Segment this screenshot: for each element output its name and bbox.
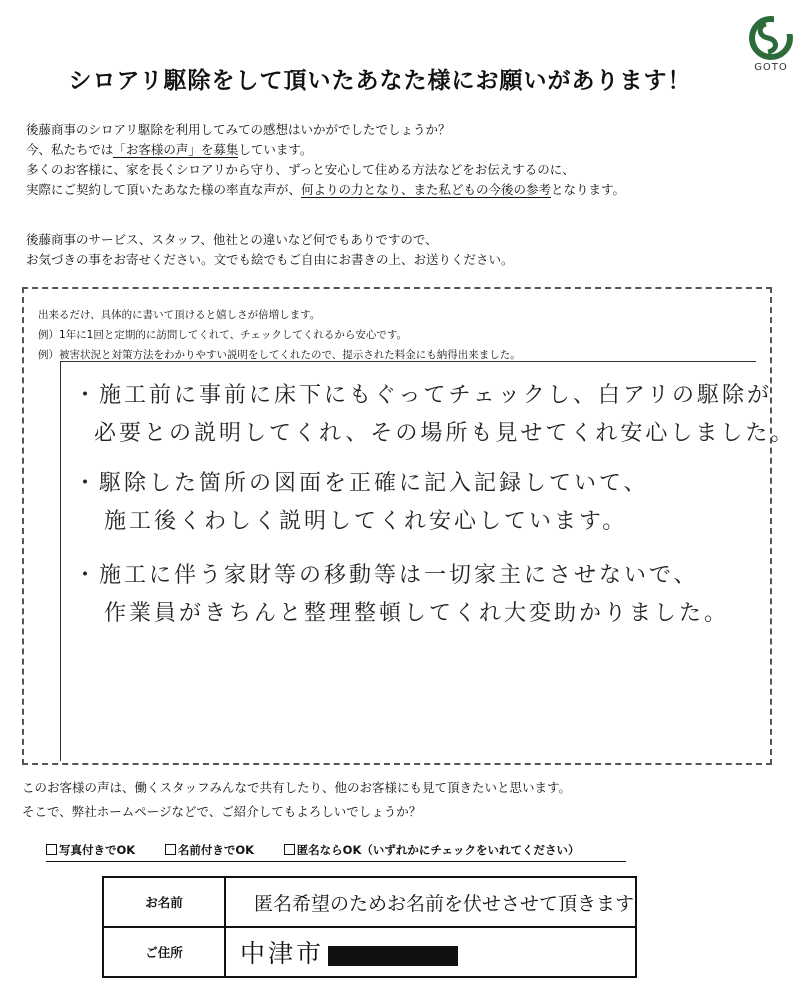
- intro-line-5: 後藤商事のサービス、スタッフ、他社との違いなど何でもありですので、: [26, 232, 438, 247]
- intro-line-4-pre: 実際にご契約して頂いたあなた様の率直な声が、: [26, 182, 302, 197]
- handwritten-line-2: 必要との説明してくれ、その場所も見せてくれ安心しました。: [94, 421, 796, 446]
- intro-line-3: 多くのお客様に、家を長くシロアリから守り、ずっと安心して住める方法などをお伝えするのに、: [26, 162, 575, 177]
- footer-line-2: そこで、弊社ホームページなどで、ご紹介してもよろしいでしょうか？: [22, 804, 422, 819]
- instruction-line-1: 出来るだけ、具体的に書いて頂けると嬉しさが倍増します。: [38, 309, 321, 321]
- handwritten-line-6: 作業員がきちんと整理整頓してくれ大変助かりました。: [104, 601, 730, 626]
- intro-line-2-underlined: 「お客様の声」を募集: [113, 142, 239, 157]
- intro-text: [26, 120, 766, 200]
- handwritten-line-4: 施工後くわしく説明してくれ安心しています。: [104, 509, 628, 534]
- redaction-bar: [328, 946, 458, 966]
- check-photo-ok[interactable]: [46, 842, 135, 858]
- intro-line-1: 後藤商事のシロアリ駆除を利用してみての感想はいかがでしたでしょうか？: [26, 122, 451, 137]
- check-name-ok[interactable]: [165, 842, 254, 858]
- address-value: 中津市: [239, 939, 324, 968]
- instruction-line-2: 例）1年に1回と定期的に訪問してくれて、チェックしてくれるから安心です。: [38, 329, 407, 341]
- instruction-line-3: 例）被害状況と対策方法をわかりやすい説明をしてくれたので、提示された料金にも納得出来ました。: [38, 349, 521, 361]
- address-row: [103, 927, 636, 977]
- customer-info-table: [102, 876, 637, 978]
- checkbox-icon[interactable]: [165, 844, 176, 855]
- page-title: シロアリ駆除をして頂いたあなた様にお願いがあります！: [68, 68, 692, 94]
- intro-line-4-post: となります。: [551, 182, 626, 197]
- handwritten-comment-1: [74, 377, 796, 453]
- footer-line-1: このお客様の声は、働くスタッフみんなで共有したり、他のお客様にも見て頂きたいと思います。: [22, 780, 572, 795]
- footer-text: [22, 776, 571, 824]
- handwritten-comment-3: [74, 557, 730, 633]
- intro-text-2: [26, 230, 514, 270]
- intro-line-4-underlined: 何よりの力となり、また私どもの今後の参考: [301, 182, 552, 197]
- checkbox-icon[interactable]: [284, 844, 295, 855]
- handwritten-line-1: ・施工前に事前に床下にもぐってチェックし、白アリの駆除が: [74, 383, 773, 408]
- name-row: [103, 877, 636, 927]
- intro-line-2-post: しています。: [238, 142, 313, 157]
- comment-box-instructions: [38, 305, 521, 365]
- address-cell: [225, 927, 636, 977]
- handwritten-line-5: ・施工に伴う家財等の移動等は一切家主にさせないで、: [74, 563, 699, 588]
- check-name-label: 名前付きでOK: [177, 843, 255, 857]
- address-label: ご住所: [103, 927, 225, 977]
- intro-line-6: お気づきの事をお寄せください。文でも絵でもご自由にお書きの上、お送りください。: [26, 252, 514, 267]
- intro-line-2: [26, 140, 766, 160]
- checkbox-icon[interactable]: [46, 844, 57, 855]
- name-value: 匿名希望のためお名前を伏せさせて頂きます: [225, 877, 636, 927]
- permission-checkboxes: [46, 842, 626, 862]
- check-anonymous-ok[interactable]: [284, 842, 580, 858]
- check-anonymous-label: 匿名ならOK（いずれかにチェックをいれてください）: [296, 843, 580, 857]
- goto-logo-mark: [748, 14, 794, 62]
- check-photo-label: 写真付きでOK: [59, 843, 136, 857]
- name-label: お名前: [103, 877, 225, 927]
- handwritten-line-3: ・駆除した箇所の図面を正確に記入記録していて、: [74, 471, 649, 496]
- intro-line-2-pre: 今、私たちでは: [26, 142, 114, 157]
- comment-box: [22, 287, 796, 765]
- logo-text: GOTO: [754, 62, 788, 73]
- handwritten-comment-2: [74, 465, 714, 541]
- intro-line-4: [26, 180, 766, 200]
